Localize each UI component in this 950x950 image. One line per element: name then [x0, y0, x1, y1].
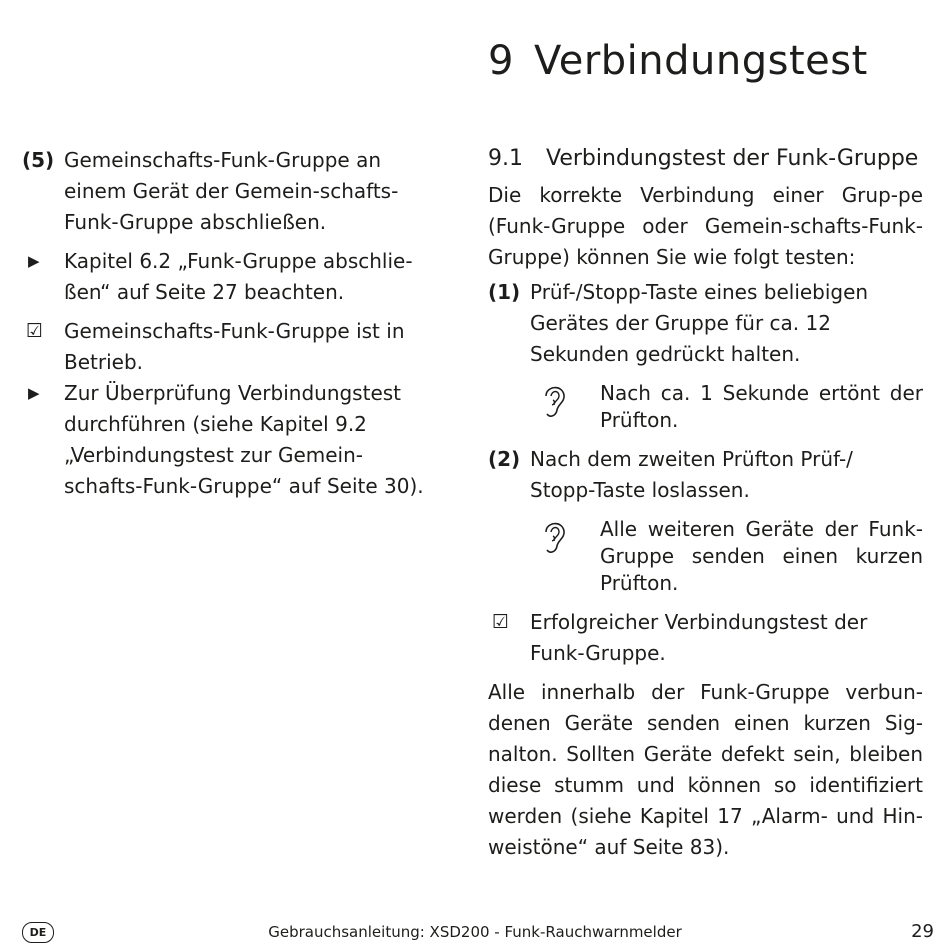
section-number: 9.1: [488, 146, 523, 171]
triangle-right-icon: ▶: [28, 384, 40, 402]
ear-icon: [538, 516, 572, 565]
step-2-number: (2): [488, 447, 521, 471]
triangle-right-icon: ▶: [28, 252, 40, 270]
instruction-bullet-2: [22, 378, 437, 502]
section-intro: Die korrekte Verbindung einer Grup-pe (Funk-Gruppe oder Gemein-schafts-Funk-Gruppe) können Sie wie folgt testen:: [488, 183, 923, 269]
step-1: [488, 277, 923, 370]
closing-paragraph: Alle innerhalb der Funk-Gruppe verbun-denen Geräte senden einen kurzen Sig-nalton. Sollten Geräte defekt sein, bleiben diese stumm und können so identifiziert werden (siehe Kapitel 17 „Alarm- und Hin-weistöne“ auf Seite 83).: [488, 680, 923, 859]
result-success-text: Erfolgreicher Verbindungstest der Funk-Gruppe.: [530, 610, 868, 665]
result-success: [488, 607, 923, 669]
result-1: [22, 316, 437, 378]
section-title: Verbindungstest der Funk-Gruppe: [546, 146, 919, 171]
step-5-text: Gemeinschafts-Funk-Gruppe an einem Gerät der Gemein-schafts-Funk-Gruppe abschließen.: [64, 148, 399, 234]
instruction-bullet-1: [22, 246, 437, 308]
step-5-number: (5): [22, 148, 55, 172]
note-1-text: Nach ca. 1 Sekunde ertönt der Prüfton.: [600, 381, 923, 432]
language-badge: DE: [22, 922, 54, 943]
step-5: [22, 145, 437, 238]
chapter-number: 9: [488, 38, 514, 84]
step-2-text: Nach dem zweiten Prüfton Prüf-/ Stopp-Taste loslassen.: [530, 447, 853, 502]
page-number: 29: [911, 921, 934, 942]
document-title: Gebrauchsanleitung: XSD200 - Funk-Rauchwarnmelder: [268, 923, 682, 941]
ear-icon: [538, 380, 572, 429]
note-2-text: Alle weiteren Geräte der Funk-Gruppe senden einen kurzen Prüfton.: [600, 517, 923, 595]
note-2: [532, 516, 923, 597]
note-1: [532, 380, 923, 434]
chapter-title-text: Verbindungstest: [533, 38, 868, 84]
instruction-bullet-1-text: Kapitel 6.2 „Funk-Gruppe abschlie-ßen“ auf Seite 27 beachten.: [64, 249, 413, 304]
step-1-number: (1): [488, 280, 521, 304]
step-2: [488, 444, 923, 506]
step-1-text: Prüf-/Stopp-Taste eines beliebigen Gerätes der Gruppe für ca. 12 Sekunden gedrückt halten.: [530, 280, 869, 366]
checkbox-checked-icon: ☑: [492, 611, 510, 633]
right-column: [488, 143, 923, 863]
result-1-text: Gemeinschafts-Funk-Gruppe ist in Betrieb.: [64, 319, 405, 374]
instruction-bullet-2-text: Zur Überprüfung Verbindungstest durchführen (siehe Kapitel 9.2 „Verbindungstest zur Gemein-schafts-Funk-Gruppe“ auf Seite 30).: [64, 381, 424, 498]
left-column: [22, 145, 437, 502]
page-footer: [0, 920, 950, 950]
section-heading: [488, 143, 923, 174]
chapter-title: [488, 38, 868, 84]
checkbox-checked-icon: ☑: [26, 320, 44, 342]
